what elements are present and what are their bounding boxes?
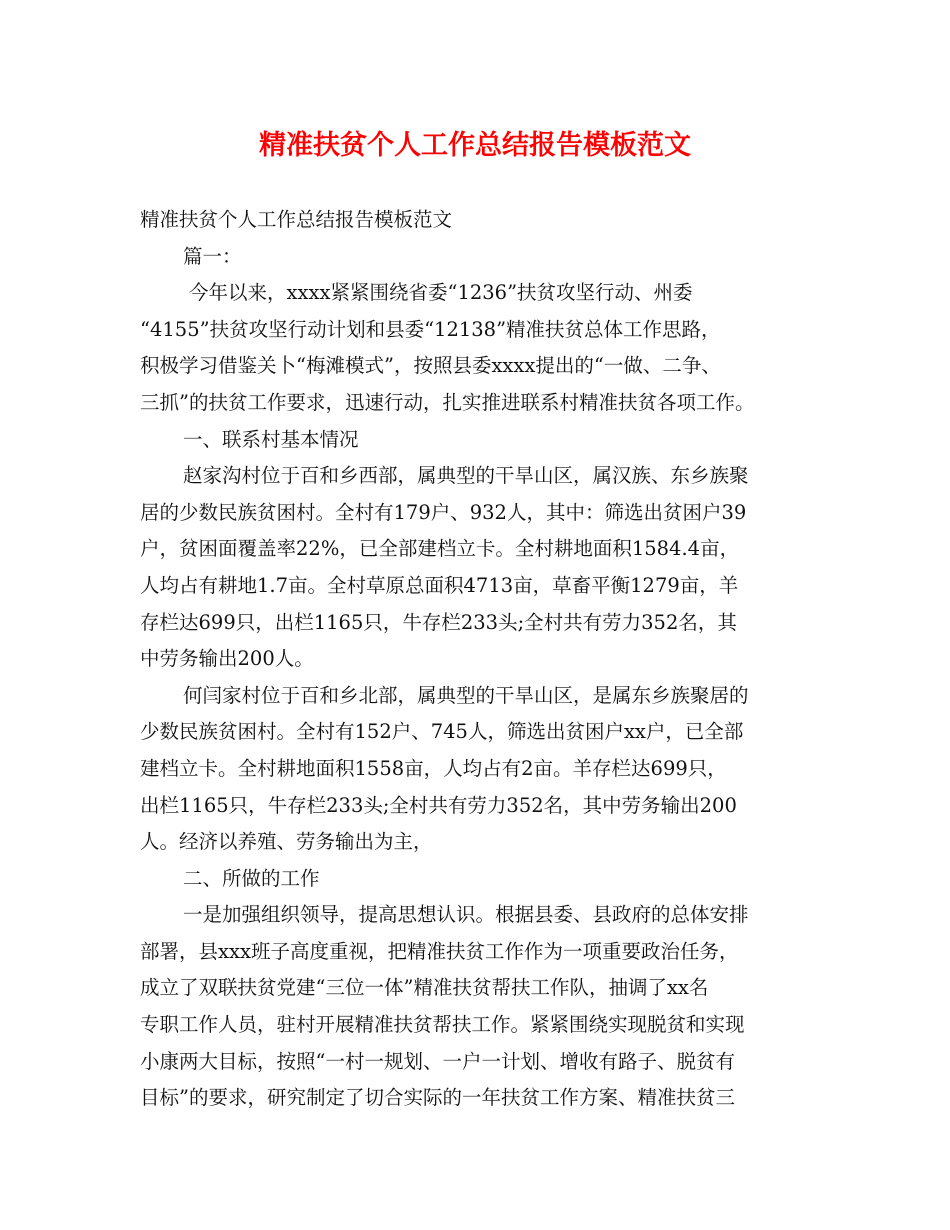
paragraph-line: 小康两大目标，按照“一村一规划、一户一计划、增收有路子、脱贫有 [140, 1049, 735, 1073]
document-body [140, 202, 820, 1117]
paragraph-line: 积极学习借鉴关卜“梅滩模式”，按照县委xxxx提出的“一做、二争、 [140, 354, 721, 378]
section-heading: 一、联系村基本情况 [183, 427, 359, 451]
paragraph-line: 人均占有耕地1.7亩。全村草原总面积4713亩，草畜平衡1279亩，羊 [140, 573, 739, 597]
paragraph-line: 成立了双联扶贫党建“三位一体”精准扶贫帮扶工作队，抽调了xx名 [140, 976, 709, 1000]
paragraph-line: 出栏1165只，牛存栏233头;全村共有劳力352名，其中劳务输出200 [140, 793, 737, 817]
paragraph-line: 何闫家村位于百和乡北部，属典型的干旱山区，是属东乡族聚居的 [183, 683, 749, 707]
paragraph-line: 三抓”的扶贫工作要求，迅速行动，扎实推进联系村精准扶贫各项工作。 [140, 390, 755, 414]
paragraph-line: 今年以来，xxxx紧紧围绕省委“1236”扶贫攻坚行动、州委 [189, 281, 693, 305]
paragraph-line: 目标”的要求，研究制定了切合实际的一年扶贫工作方案、精准扶贫三 [140, 1086, 735, 1110]
paragraph-line: 中劳务输出200人。 [140, 647, 314, 671]
paragraph-line: 户，贫困面覆盖率22%，已全部建档立卡。全村耕地面积1584.4亩， [140, 537, 740, 561]
section-label: 篇一： [183, 244, 242, 268]
paragraph-line: 少数民族贫困村。全村有152户、745人，筛选出贫困户xx户，已全部 [140, 720, 744, 744]
document-title: 精准扶贫个人工作总结报告模板范文 [259, 130, 691, 161]
paragraph-line: 赵家沟村位于百和乡西部，属典型的干旱山区，属汉族、东乡族聚 [183, 464, 749, 488]
paragraph-line: “4155”扶贫攻坚行动计划和县委“12138”精准扶贫总体工作思路， [140, 317, 721, 341]
section-heading: 二、所做的工作 [183, 866, 320, 890]
paragraph-line: 存栏达699只，出栏1165只，牛存栏233头;全村共有劳力352名，其 [140, 610, 737, 634]
paragraph-line: 居的少数民族贫困村。全村有179户、932人，其中：筛选出贫困户39 [140, 500, 747, 524]
paragraph-line: 部署，县xxx班子高度重视，把精准扶贫工作作为一项重要政治任务， [140, 939, 739, 963]
paragraph-line: 一是加强组织领导，提高思想认识。根据县委、县政府的总体安排 [183, 903, 749, 927]
paragraph-line: 专职工作人员，驻村开展精准扶贫帮扶工作。紧紧围绕实现脱贫和实现 [140, 1013, 745, 1037]
paragraph-line: 建档立卡。全村耕地面积1558亩，人均占有2亩。羊存栏达699只， [140, 756, 727, 780]
paragraph-line: 人。经济以养殖、劳务输出为主， [140, 830, 433, 854]
subtitle-line: 精准扶贫个人工作总结报告模板范文 [140, 208, 453, 231]
